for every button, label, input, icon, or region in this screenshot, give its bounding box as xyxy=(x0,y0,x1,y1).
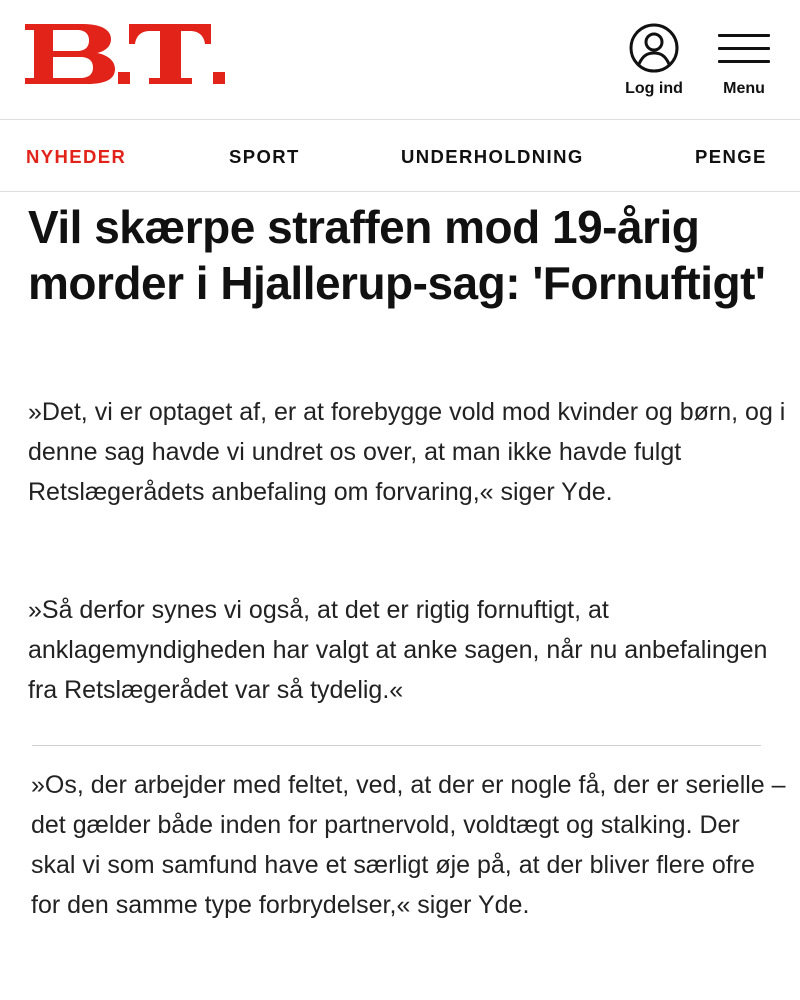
login-label: Log ind xyxy=(625,80,683,97)
nav-item-underholdning[interactable]: UNDERHOLDNING xyxy=(401,146,584,167)
article-headline: Vil skærpe straffen mod 19-årig morder i Hjallerup-sag: 'Fornuftigt' xyxy=(28,201,766,309)
menu-button[interactable] xyxy=(704,22,784,104)
section-nav xyxy=(0,120,800,192)
article-paragraph: »Så derfor synes vi også, at det er rigtig fornuftigt, at anklagemyndigheden har valgt at anke sagen, når nu anbefalingen fra Retslægerådet var så tydelig.« xyxy=(28,596,768,704)
login-button[interactable] xyxy=(614,22,694,104)
article-paragraph: »Det, vi er optaget af, er at forebygge vold mod kvinder og børn, og i denne sag havde vi undret os over, at man ikke havde fulgt Retslægerådets anbefaling om forvaring,« siger Yde. xyxy=(28,398,786,506)
content-divider xyxy=(32,745,761,746)
bt-logo-mark xyxy=(25,24,225,86)
bt-logo[interactable] xyxy=(25,24,225,86)
article-paragraph: »Os, der arbejder med feltet, ved, at der er nogle få, der er serielle – det gælder både inden for partnervold, voldtægt og stalking. Der skal vi som samfund have et særligt øje på, at der bliver flere ofre for den samme type forbrydelser,« siger Yde. xyxy=(31,771,786,919)
user-circle-icon xyxy=(628,22,680,74)
hamburger-menu-icon xyxy=(718,22,770,74)
nav-item-nyheder[interactable]: NYHEDER xyxy=(26,146,127,167)
site-header xyxy=(0,0,800,120)
nav-item-sport[interactable]: SPORT xyxy=(229,146,300,167)
nav-item-penge[interactable]: PENGE xyxy=(695,146,767,167)
menu-label: Menu xyxy=(723,80,765,97)
